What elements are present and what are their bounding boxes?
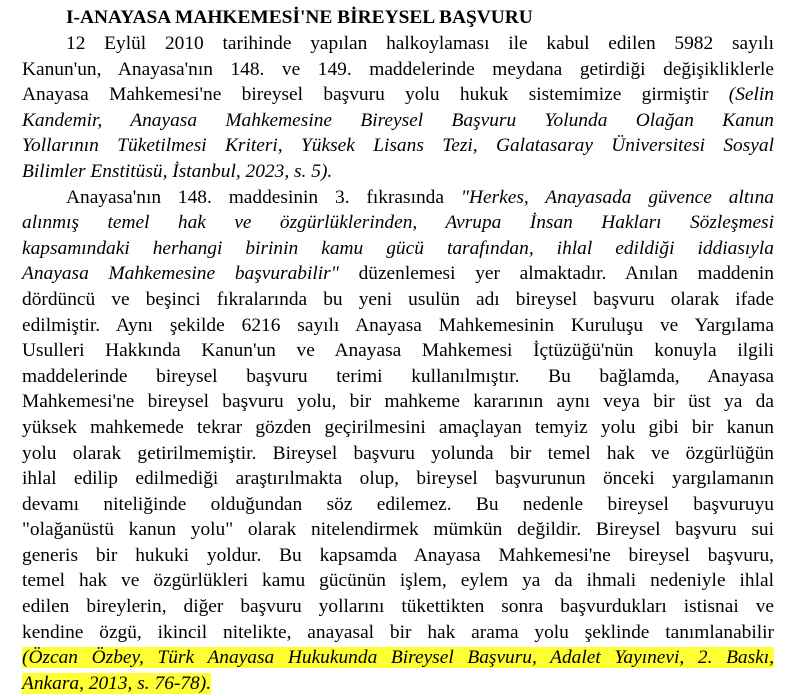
paragraph-2-line-9: Mahkemesi'ne bireysel başvuru yolu, bir mahkeme kararının aynı veya bir üst ya da bbox=[22, 391, 774, 413]
paragraph-2-line-5: dördüncü ve beşinci fıkralarında bu yeni usulün adı bireysel başvuru olarak ifade bbox=[22, 288, 774, 310]
paragraph-2-line-6: edilmiştir. Aynı şekilde 6216 sayılı Anayasa Mahkemesinin Kuruluşu ve Yargılama bbox=[22, 314, 774, 336]
paragraph-2-line-1 bbox=[22, 185, 774, 211]
paragraph-2-line-11: yolu olarak getirilmemiştir. Bireysel başvuru yolunda bir temel hak ve özgürlüğün bbox=[22, 442, 774, 464]
paragraph-1-line-2: Kanun'un, Anayasa'nın 148. ve 149. maddelerinde meydana getirdiği değişikliklerle bbox=[22, 58, 774, 80]
document-page bbox=[22, 4, 774, 696]
paragraph-1-citation-line-2: Kandemir, Anayasa Mahkemesine Bireysel Başvuru Yolunda Olağan Kanun bbox=[22, 109, 774, 131]
paragraph-2 bbox=[22, 185, 774, 696]
paragraph-2-line-8: maddelerinde bireysel başvuru terimi kullanılmıştır. Bu bağlamda, Anayasa bbox=[22, 365, 774, 387]
paragraph-2-line-12: ihlal edilip edilmediği araştırılmakta olup, bireysel başvurunun önceki yargılamanın bbox=[22, 468, 774, 490]
paragraph-2-line-15: generis bir hukuki yoldur. Bu kapsamda Anayasa Mahkemesi'ne bireysel başvuru, bbox=[22, 544, 774, 566]
paragraph-2-line-4 bbox=[22, 261, 774, 287]
paragraph-2-quote-end: Anayasa Mahkemesine başvurabilir" bbox=[22, 263, 339, 285]
paragraph-1-citation-line-4: Bilimler Enstitüsü, İstanbul, 2023, s. 5). bbox=[22, 160, 333, 182]
paragraph-2-line-13: devamı niteliğinde olduğundan söz edilemez. Bu nedenle bireysel başvuruyu bbox=[22, 493, 774, 515]
paragraph-2-quote-line-3: kapsamındaki herhangi birinin kamu gücü tarafından, ihlal edildiği iddiasıyla bbox=[22, 237, 774, 259]
paragraph-2-line-17: edilen bireylerin, diğer başvuru yollarını tükettikten sonra başvurdukları istisnai ve bbox=[22, 596, 774, 618]
paragraph-2-quote-line-2: alınmış temel hak ve özgürlüklerinden, Avrupa İnsan Hakları Sözleşmesi bbox=[22, 212, 774, 234]
paragraph-1-line-3 bbox=[22, 82, 774, 108]
paragraph-2-line-14: "olağanüstü kanun yolu" olarak nitelendirmek mümkün değildir. Bireysel başvuru sui bbox=[22, 519, 774, 541]
paragraph-2-line-16: temel hak ve özgürlükleri kamu gücünün işlem, eylem ya da ihmali nedeniyle ihlal bbox=[22, 570, 774, 592]
highlighted-citation-text-1: (Özcan Özbey, Türk Anayasa Hukukunda Bireysel Başvuru, Adalet Yayınevi, 2. Baskı, bbox=[22, 647, 774, 669]
highlighted-citation-line-2 bbox=[22, 671, 774, 696]
paragraph-2-line-18: kendine özgü, ikincil nitelikte, anayasal bir hak arama yolu şeklinde tanımlanabilir bbox=[22, 621, 774, 643]
paragraph-1-citation-start: (Selin bbox=[728, 84, 774, 106]
paragraph-2-after-quote: düzenlemesi yer almaktadır. Anılan maddenin bbox=[358, 263, 774, 285]
paragraph-1-line-3-text: Anayasa Mahkemesi'ne bireysel başvuru yolu hukuk sistemimize girmiştir bbox=[22, 84, 709, 106]
paragraph-2-quote-start: "Herkes, Anayasada güvence altına bbox=[460, 186, 774, 208]
paragraph-2-line-7: Usulleri Hakkında Kanun'un ve Anayasa Mahkemesi İçtüzüğü'nün konuyla ilgili bbox=[22, 340, 774, 362]
paragraph-1-line-1: 12 Eylül 2010 tarihinde yapılan halkoylaması ile kabul edilen 5982 sayılı bbox=[66, 33, 774, 54]
highlighted-citation-text-2: Ankara, 2013, s. 76-78). bbox=[22, 672, 212, 694]
paragraph-2-intro: Anayasa'nın 148. maddesinin 3. fıkrasında bbox=[66, 186, 444, 208]
paragraph-2-line-10: yüksek mahkemede tekrar gözden geçirilmesini amaçlayan temyiz yolu gibi bir kanun bbox=[22, 416, 774, 438]
paragraph-1-citation-line-3: Yollarının Tüketilmesi Kriteri, Yüksek Lisans Tezi, Galatasaray Üniversitesi Sosyal bbox=[22, 135, 774, 157]
highlighted-citation-line-1 bbox=[22, 645, 774, 671]
paragraph-1 bbox=[22, 31, 774, 185]
section-title: I-ANAYASA MAHKEMESİ'NE BİREYSEL BAŞVURU bbox=[66, 7, 533, 28]
